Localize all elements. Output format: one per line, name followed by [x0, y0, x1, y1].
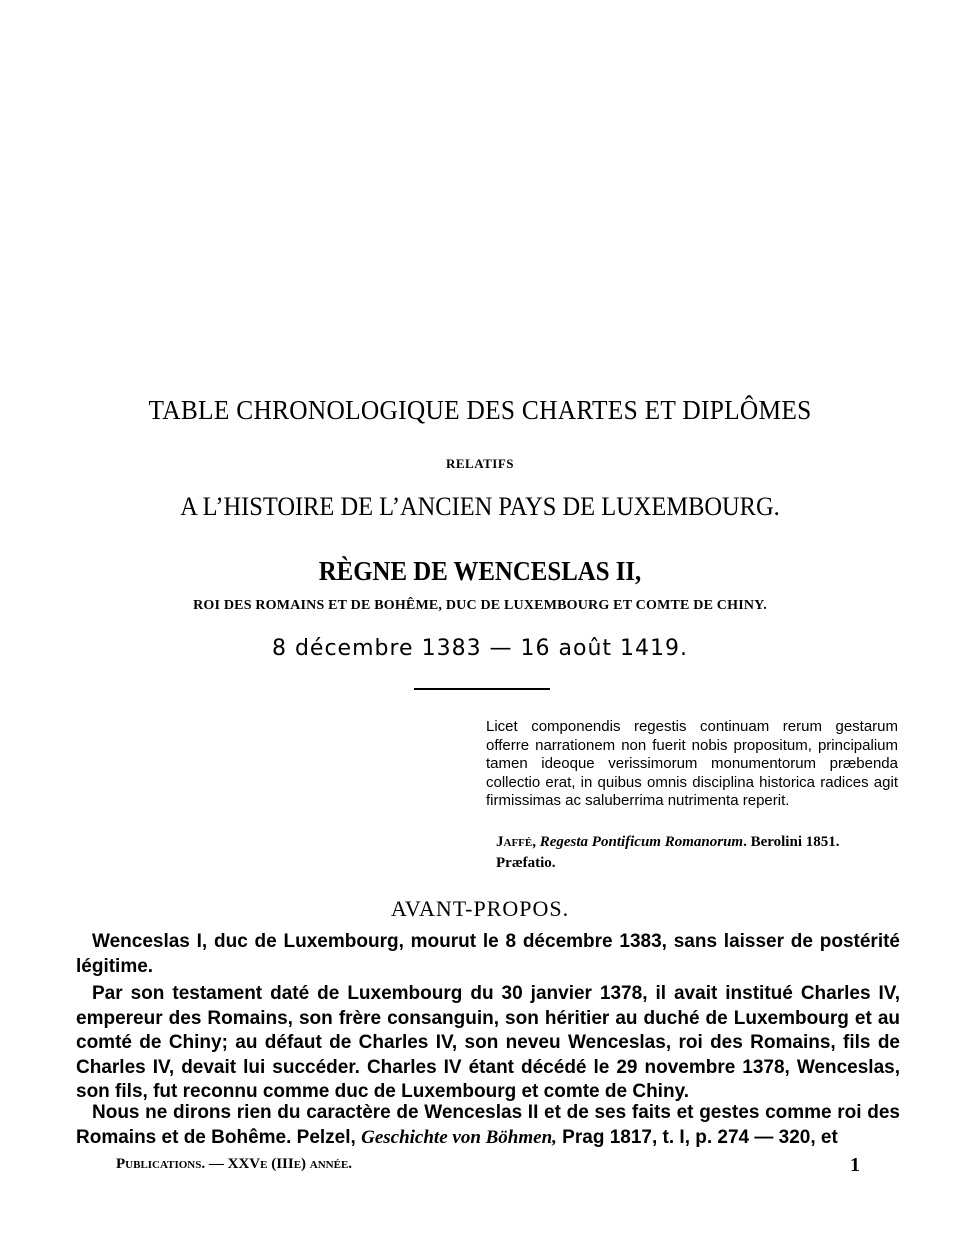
paragraph-1-text: Wenceslas I, duc de Luxembourg, mourut le 8 décembre 1383, sans laisser de postérité légitime. [76, 931, 900, 977]
paragraph-3-text [76, 1101, 900, 1150]
main-title-line-2: A L’HISTOIRE DE L’ANCIEN PAYS DE LUXEMBOURG. [180, 492, 780, 521]
paragraph-3-part-b: Prag 1817, t. I, p. 274 — 320, et [556, 1126, 838, 1148]
paragraph-3-work: Geschichte von Böhmen, [361, 1126, 557, 1148]
epigraph-text: Licet componendis regestis continuam rerum gestarum offerre narrationem non fuerit nobis propositum, principalium tamen ideoque verissimorum monumentorum præbenda collectio erat, in quibus omnis disciplina historica radices agit firmissimas ac saluberrima nutrimenta reperit. [486, 718, 898, 810]
citation-rest: . Berolini 1851. Præfatio. [496, 834, 840, 871]
epigraph-citation: Jaffé, Regesta Pontificum Romanorum. Berolini 1851. Præfatio. [496, 834, 840, 871]
paragraph-1 [76, 930, 900, 979]
epigraph-quote [486, 718, 898, 811]
footer-publication: Publications. — XXVe (IIIe) année. [116, 1156, 353, 1172]
paragraph-3 [76, 1101, 900, 1150]
citation-author: Jaffé [496, 834, 533, 850]
page-footer [116, 1154, 860, 1176]
reign-dates: 8 décembre 1383 — 16 août 1419. [271, 636, 689, 661]
page-number: 1 [850, 1154, 860, 1176]
reign-subtitle: ROI DES ROMAINS ET DE BOHÊME, DUC DE LUXEMBOURG ET COMTE DE CHINY. [193, 598, 767, 613]
paragraph-2 [76, 982, 900, 1105]
reign-heading: RÈGNE DE WENCESLAS II, [318, 556, 642, 586]
section-title: AVANT-PROPOS. [390, 896, 570, 921]
paragraph-2-text: Par son testament daté de Luxembourg du 30 janvier 1378, il avait institué Charles IV, empereur des Romains, son frère consanguin, son héritier au duché de Luxembourg et au comté de Chiny; au défaut de Charles IV, son neveu Wenceslas, roi des Romains, fils de Charles IV, devait lui succéder. Charles IV étant décédé le 29 novembre 1378, Wenceslas, son fils, fut reconnu comme duc de Luxembourg et comte de Chiny. [76, 983, 900, 1102]
divider-rule [414, 688, 550, 690]
main-title-line-1: TABLE CHRONOLOGIQUE DES CHARTES ET DIPLÔMES [148, 395, 812, 425]
relatifs-subtitle: RELATIFS [445, 456, 515, 471]
paragraph-3-part-a: Nous ne dirons rien du caractère de Wenceslas II et de ses faits et gestes comme roi des Romains et de Bohême. Pelzel, [76, 1102, 900, 1148]
citation-work: Regesta Pontificum Romanorum [539, 834, 744, 850]
